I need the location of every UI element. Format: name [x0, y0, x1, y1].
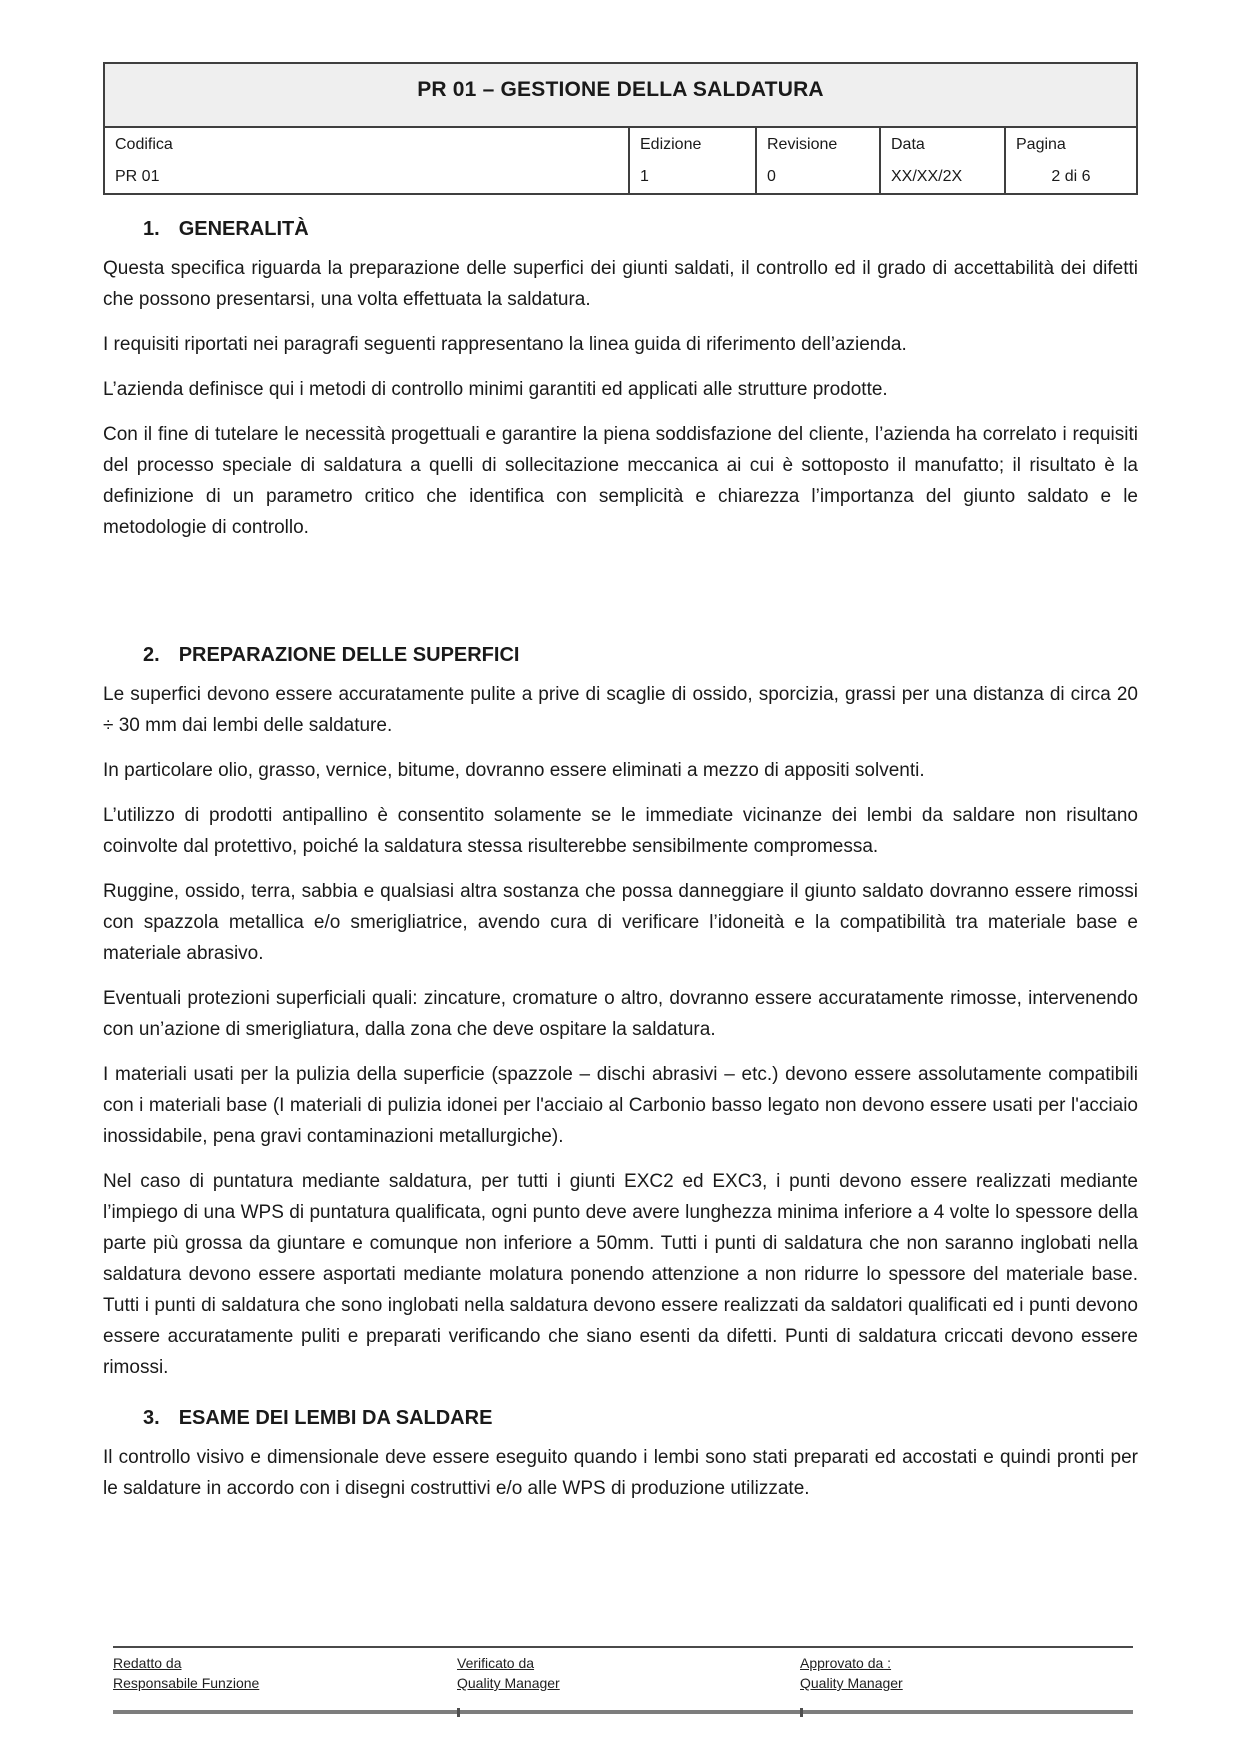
footer-value: Quality Manager	[800, 1675, 903, 1691]
footer-divider-tick	[800, 1708, 803, 1717]
paragraph: Questa specifica riguarda la preparazione delle superfici dei giunti saldati, il controllo ed il grado di accettabilità dei difetti che possono presentarsi, una volta effettuata la saldatura.	[103, 258, 1138, 310]
field-label: Data	[891, 136, 925, 153]
footer-label: Redatto da	[113, 1655, 182, 1671]
document-header-table	[103, 62, 1138, 195]
paragraph: L’azienda definisce qui i metodi di controllo minimi garantiti ed applicati alle strutture prodotte.	[103, 379, 888, 400]
document-title-bar	[105, 64, 1136, 128]
header-field-revisione	[755, 128, 879, 193]
section-number: 2.	[143, 644, 160, 666]
document-title: PR 01 – GESTIONE DELLA SALDATURA	[417, 78, 824, 101]
paragraph: Ruggine, ossido, terra, sabbia e qualsiasi altra sostanza che possa danneggiare il giunto saldato dovranno essere rimossi con spazzola metallica e/o smerigliatrice, avendo cura di verificare l’idoneità e la compatibilità tra materiale base e materiale abrasivo.	[103, 881, 1138, 964]
field-label: Pagina	[1016, 136, 1066, 153]
footer-label: Approvato da :	[800, 1655, 892, 1671]
field-value: XX/XX/2X	[891, 168, 963, 185]
field-label: Codifica	[115, 136, 173, 153]
paragraph: Eventuali protezioni superficiali quali: zincature, cromature o altro, dovranno essere accuratamente rimosse, intervenendo con un’azione di smerigliatura, dalla zona che deve ospitare la saldatura.	[103, 988, 1138, 1040]
header-field-data	[879, 128, 1004, 193]
footer-verificato-da	[457, 1653, 800, 1693]
field-value: 2 di 6	[1051, 168, 1091, 185]
footer-columns	[113, 1648, 1133, 1693]
field-value: 1	[640, 168, 649, 185]
section-1-heading	[103, 218, 1138, 241]
field-label: Edizione	[640, 136, 702, 153]
header-field-codifica	[105, 128, 628, 193]
footer-approvato-da	[800, 1653, 1133, 1693]
header-field-edizione	[628, 128, 755, 193]
footer-label: Verificato da	[457, 1655, 535, 1671]
paragraph: I requisiti riportati nei paragrafi seguenti rappresentano la linea guida di riferimento dell’azienda.	[103, 334, 907, 355]
paragraph: L’utilizzo di prodotti antipallino è consentito solamente se le immediate vicinanze dei lembi da saldare non risultano coinvolte dal protettivo, poiché la saldatura stessa risulterebbe sensibilmente compromessa.	[103, 805, 1138, 857]
paragraph: Il controllo visivo e dimensionale deve essere eseguito quando i lembi sono stati preparati ed accostati e quindi pronti per le saldature in accordo con i disegni costruttivi e/o alle WPS di produzione utilizzate.	[103, 1447, 1138, 1499]
header-fields-row	[105, 128, 1136, 193]
section-title: ESAME DEI LEMBI DA SALDARE	[178, 1407, 493, 1429]
footer-value: Quality Manager	[457, 1675, 560, 1691]
section-title: PREPARAZIONE DELLE SUPERFICI	[178, 644, 520, 666]
paragraph: I materiali usati per la pulizia della superficie (spazzole – dischi abrasivi – etc.) devono essere assolutamente compatibili con i materiali base (I materiali di pulizia idonei per l'acciaio al Carbonio basso legato non devono essere usati per l'acciaio inossidabile, pena gravi contaminazioni metallurgiche).	[103, 1064, 1138, 1147]
footer-redatto-da	[113, 1653, 457, 1693]
header-field-pagina	[1004, 128, 1136, 193]
paragraph: Nel caso di puntatura mediante saldatura, per tutti i giunti EXC2 ed EXC3, i punti devono essere realizzati mediante l’impiego di una WPS di puntatura qualificata, ogni punto deve avere lunghezza minima inferiore a 4 volte lo spessore della parte più grossa da giuntare e comunque non inferiore a 50mm. Tutti i punti di saldatura che non saranno inglobati nella saldatura devono essere asportati mediante molatura ponendo attenzione a non ridurre lo spessore del materiale base. Tutti i punti di saldatura che sono inglobati nella saldatura devono essere realizzati da saldatori qualificati ed i punti devono essere accuratamente puliti e preparati verificando che siano esenti da difetti. Punti di saldatura criccati devono essere rimossi.	[103, 1171, 1138, 1378]
field-value: 0	[767, 168, 776, 185]
footer-value: Responsabile Funzione	[113, 1675, 260, 1691]
field-label: Revisione	[767, 136, 838, 153]
paragraph: In particolare olio, grasso, vernice, bitume, dovranno essere eliminati a mezzo di appositi solventi.	[103, 760, 925, 781]
paragraph: Con il fine di tutelare le necessità progettuali e garantire la piena soddisfazione del cliente, l’azienda ha correlato i requisiti del processo speciale di saldatura a quelli di sollecitazione meccanica ai cui è sottoposto il manufatto; il risultato è la definizione di un parametro critico che identifica con semplicità e chiarezza l’importanza del giunto saldato e le metodologie di controllo.	[103, 424, 1138, 538]
footer-divider-tick	[457, 1708, 460, 1717]
document-body	[103, 218, 1138, 1518]
document-footer	[113, 1646, 1133, 1714]
section-number: 3.	[143, 1407, 160, 1429]
section-3-heading	[103, 1407, 1138, 1430]
section-title: GENERALITÀ	[178, 218, 309, 240]
footer-bottom-rule	[113, 1710, 1133, 1714]
paragraph: Le superfici devono essere accuratamente pulite a prive di scaglie di ossido, sporcizia, grassi per una distanza di circa 20 ÷ 30 mm dai lembi delle saldature.	[103, 684, 1138, 736]
section-number: 1.	[143, 218, 160, 240]
field-value: PR 01	[115, 168, 160, 185]
section-2-heading	[103, 644, 1138, 667]
